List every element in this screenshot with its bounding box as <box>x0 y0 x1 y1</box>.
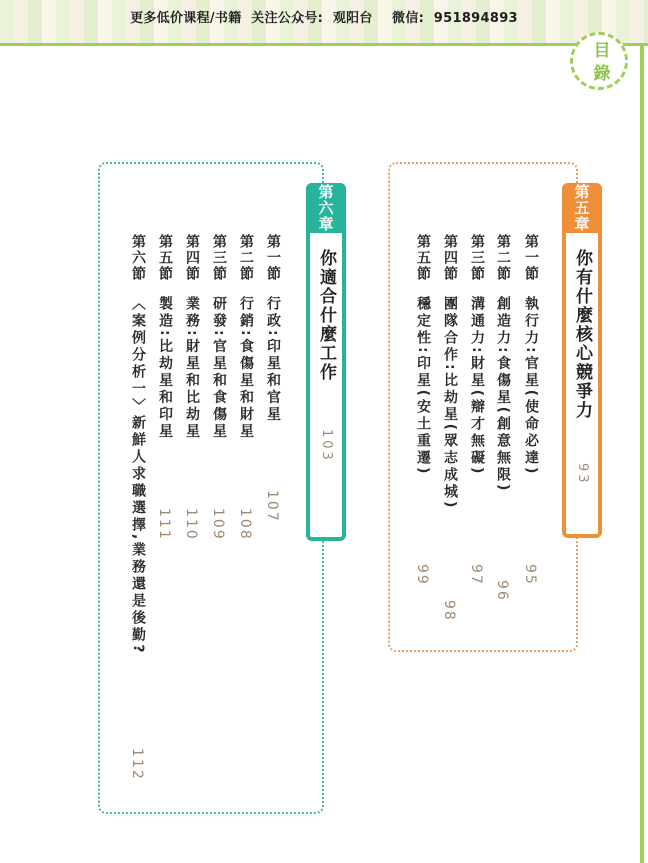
chapter-five-number: 第五章 <box>562 183 602 233</box>
section-number: 第五節 <box>415 234 431 282</box>
page-number: 112 <box>129 748 145 781</box>
chapter-five-tab[interactable] <box>562 183 602 538</box>
toc-entry[interactable] <box>441 234 459 510</box>
chapter-six-page: 103 <box>319 429 334 463</box>
contents-badge: 目 錄 <box>570 32 628 90</box>
page-number: 98 <box>441 600 457 622</box>
section-title: 行銷:食傷星和財星 <box>238 296 254 441</box>
toc-entry[interactable] <box>494 234 512 493</box>
toc-entry[interactable] <box>468 234 486 476</box>
section-title: 穩定性:印星(安土重遷) <box>415 296 431 477</box>
section-number: 第四節 <box>442 234 458 282</box>
page-number: 111 <box>156 508 172 541</box>
chapter-six-tab[interactable] <box>306 183 346 541</box>
section-number: 第三節 <box>211 234 227 282</box>
section-number: 第一節 <box>265 234 281 282</box>
page-number: 108 <box>237 508 253 541</box>
top-stripe-banner <box>0 0 648 46</box>
section-number: 第二節 <box>495 234 511 282</box>
section-title: 製造:比劫星和印星 <box>157 296 173 441</box>
page-number: 95 <box>522 564 538 586</box>
page-number: 99 <box>414 564 430 586</box>
section-title: 溝通力:財星(辯才無礙) <box>469 296 485 477</box>
toc-entry[interactable] <box>210 234 228 441</box>
section-number: 第四節 <box>184 234 200 282</box>
chapter-six-number: 第六章 <box>306 183 346 233</box>
toc-entry[interactable] <box>237 234 255 441</box>
page-number: 96 <box>494 580 510 602</box>
section-title: 執行力:官星(使命必達) <box>523 296 539 477</box>
section-number: 第二節 <box>238 234 254 282</box>
section-title: 創造力:食傷星(創意無限) <box>495 296 511 494</box>
chapter-five-title: 你有什麼核心競爭力 <box>572 249 592 420</box>
section-number: 第五節 <box>157 234 173 282</box>
toc-entry[interactable] <box>183 234 201 441</box>
page-number: 107 <box>264 490 280 523</box>
section-title: 行政:印星和官星 <box>265 296 281 424</box>
section-number: 第一節 <box>523 234 539 282</box>
section-title: 業務:財星和比劫星 <box>184 296 200 441</box>
page-number: 110 <box>183 508 199 541</box>
toc-entry[interactable] <box>522 234 540 476</box>
right-margin-rule <box>640 46 644 863</box>
toc-entry[interactable] <box>156 234 174 441</box>
section-number: 第三節 <box>469 234 485 282</box>
toc-entry[interactable] <box>264 234 282 424</box>
page-number: 109 <box>210 508 226 541</box>
promo-text: 更多低价课程/书籍 关注公众号: 观阳台 微信: 951894893 <box>130 11 518 26</box>
chapter-six-title: 你適合什麼工作 <box>316 249 336 382</box>
section-title: 團隊合作:比劫星(眾志成城) <box>442 296 458 511</box>
toc-entry[interactable] <box>414 234 432 476</box>
section-title: 〈案例分析一〉新鮮人求職選擇,業務還是後勤? <box>130 296 146 656</box>
section-number: 第六節 <box>130 234 146 282</box>
chapter-five-page: 93 <box>575 463 590 486</box>
toc-entry[interactable] <box>129 234 147 655</box>
section-title: 研發:官星和食傷星 <box>211 296 227 441</box>
page-number: 97 <box>468 564 484 586</box>
